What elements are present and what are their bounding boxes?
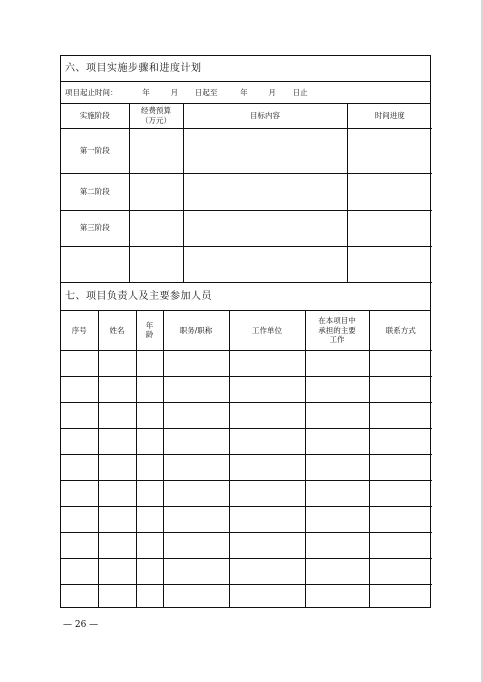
members-table: [61, 311, 432, 607]
plan-row: [61, 210, 432, 246]
member-cell[interactable]: [163, 559, 229, 585]
plan-row: [61, 246, 432, 282]
member-row: [61, 429, 432, 455]
plan-row: [61, 173, 432, 210]
member-cell[interactable]: [229, 533, 305, 559]
member-cell[interactable]: [163, 351, 229, 377]
period-day-from: 日起至: [194, 88, 218, 97]
project-period-row: [61, 82, 430, 104]
header-title: 职务/职称: [163, 311, 229, 351]
member-cell[interactable]: [369, 481, 432, 507]
header-index: 序号: [61, 311, 98, 351]
member-cell[interactable]: [136, 559, 163, 585]
member-cell[interactable]: [229, 481, 305, 507]
member-cell[interactable]: [98, 351, 136, 377]
member-cell[interactable]: [369, 585, 432, 607]
member-cell[interactable]: [369, 507, 432, 533]
member-cell[interactable]: [98, 455, 136, 481]
member-row: [61, 377, 432, 403]
header-budget: 经费预算 （万元）: [129, 104, 183, 128]
member-cell[interactable]: [229, 507, 305, 533]
header-employer: 工作单位: [229, 311, 305, 351]
member-cell[interactable]: [305, 429, 369, 455]
member-cell[interactable]: [163, 585, 229, 607]
member-cell[interactable]: [369, 377, 432, 403]
member-cell[interactable]: [61, 403, 98, 429]
header-name: 姓名: [98, 311, 136, 351]
header-role: 在本项目中 承担的主要 工作: [305, 311, 369, 351]
header-contact: 联系方式: [369, 311, 432, 351]
stage-label: 第一阶段: [61, 128, 129, 173]
member-cell[interactable]: [98, 429, 136, 455]
budget-cell[interactable]: [129, 246, 183, 282]
member-cell[interactable]: [369, 351, 432, 377]
member-row: [61, 455, 432, 481]
member-cell[interactable]: [369, 429, 432, 455]
member-cell[interactable]: [136, 455, 163, 481]
member-cell[interactable]: [305, 403, 369, 429]
member-cell[interactable]: [229, 351, 305, 377]
member-cell[interactable]: [61, 377, 98, 403]
members-header-row: [61, 311, 432, 351]
target-cell[interactable]: [183, 246, 347, 282]
schedule-cell[interactable]: [347, 173, 432, 210]
member-cell[interactable]: [61, 533, 98, 559]
member-row: [61, 533, 432, 559]
member-cell[interactable]: [163, 533, 229, 559]
member-cell[interactable]: [136, 351, 163, 377]
period-year-end: 年: [240, 88, 248, 97]
schedule-cell[interactable]: [347, 246, 432, 282]
member-cell[interactable]: [163, 403, 229, 429]
page-number: — 26 —: [63, 620, 99, 630]
member-cell[interactable]: [305, 455, 369, 481]
member-cell[interactable]: [163, 507, 229, 533]
schedule-cell[interactable]: [347, 210, 432, 246]
stage-label: 第三阶段: [61, 210, 129, 246]
stage-label: 第二阶段: [61, 173, 129, 210]
member-cell[interactable]: [369, 455, 432, 481]
member-cell[interactable]: [305, 585, 369, 607]
member-cell[interactable]: [98, 585, 136, 607]
member-row: [61, 351, 432, 377]
member-cell[interactable]: [61, 481, 98, 507]
target-cell[interactable]: [183, 128, 347, 173]
period-month-end: 月: [268, 88, 276, 97]
member-cell[interactable]: [163, 455, 229, 481]
member-cell[interactable]: [98, 481, 136, 507]
budget-cell[interactable]: [129, 173, 183, 210]
period-month-start: 月: [170, 88, 179, 97]
target-cell[interactable]: [183, 210, 347, 246]
header-age: 年 龄: [136, 311, 163, 351]
member-cell[interactable]: [163, 377, 229, 403]
plan-header-row: [61, 104, 432, 128]
period-year-start: 年: [142, 88, 150, 97]
member-cell[interactable]: [61, 507, 98, 533]
member-row: [61, 585, 432, 607]
member-cell[interactable]: [305, 377, 369, 403]
member-cell[interactable]: [136, 403, 163, 429]
member-cell[interactable]: [229, 403, 305, 429]
member-row: [61, 559, 432, 585]
member-cell[interactable]: [163, 429, 229, 455]
member-cell[interactable]: [229, 455, 305, 481]
budget-cell[interactable]: [129, 128, 183, 173]
member-cell[interactable]: [229, 585, 305, 607]
member-cell[interactable]: [163, 481, 229, 507]
member-row: [61, 507, 432, 533]
member-cell[interactable]: [136, 481, 163, 507]
member-cell[interactable]: [229, 429, 305, 455]
member-cell[interactable]: [369, 533, 432, 559]
member-cell[interactable]: [229, 377, 305, 403]
member-cell[interactable]: [136, 507, 163, 533]
member-cell[interactable]: [98, 533, 136, 559]
member-cell[interactable]: [136, 377, 163, 403]
stage-label: [61, 246, 129, 282]
member-cell[interactable]: [98, 377, 136, 403]
section6-title: 六、项目实施步骤和进度计划: [61, 56, 430, 82]
section7-title: 七、项目负责人及主要参加人员: [61, 283, 430, 311]
header-schedule: 时间进度: [347, 104, 432, 128]
member-cell[interactable]: [61, 455, 98, 481]
member-cell[interactable]: [136, 585, 163, 607]
member-cell[interactable]: [305, 507, 369, 533]
member-cell[interactable]: [61, 351, 98, 377]
member-cell[interactable]: [61, 429, 98, 455]
member-cell[interactable]: [136, 429, 163, 455]
period-label: 项目起止时间：: [65, 88, 118, 97]
member-cell[interactable]: [61, 585, 98, 607]
member-cell[interactable]: [305, 351, 369, 377]
member-cell[interactable]: [369, 559, 432, 585]
member-cell[interactable]: [98, 403, 136, 429]
member-row: [61, 481, 432, 507]
header-stage: 实施阶段: [61, 104, 129, 128]
member-cell[interactable]: [136, 533, 163, 559]
schedule-cell[interactable]: [347, 128, 432, 173]
member-cell[interactable]: [98, 507, 136, 533]
member-cell[interactable]: [61, 559, 98, 585]
budget-cell[interactable]: [129, 210, 183, 246]
member-cell[interactable]: [229, 559, 305, 585]
progress-plan-table: [61, 104, 432, 283]
plan-row: [61, 128, 432, 173]
member-cell[interactable]: [369, 403, 432, 429]
member-row: [61, 403, 432, 429]
member-cell[interactable]: [98, 559, 136, 585]
target-cell[interactable]: [183, 173, 347, 210]
member-cell[interactable]: [305, 481, 369, 507]
period-day-to: 日止: [292, 88, 308, 97]
header-target: 目标内容: [183, 104, 347, 128]
member-cell[interactable]: [305, 559, 369, 585]
member-cell[interactable]: [305, 533, 369, 559]
form-sheet: [60, 55, 431, 608]
